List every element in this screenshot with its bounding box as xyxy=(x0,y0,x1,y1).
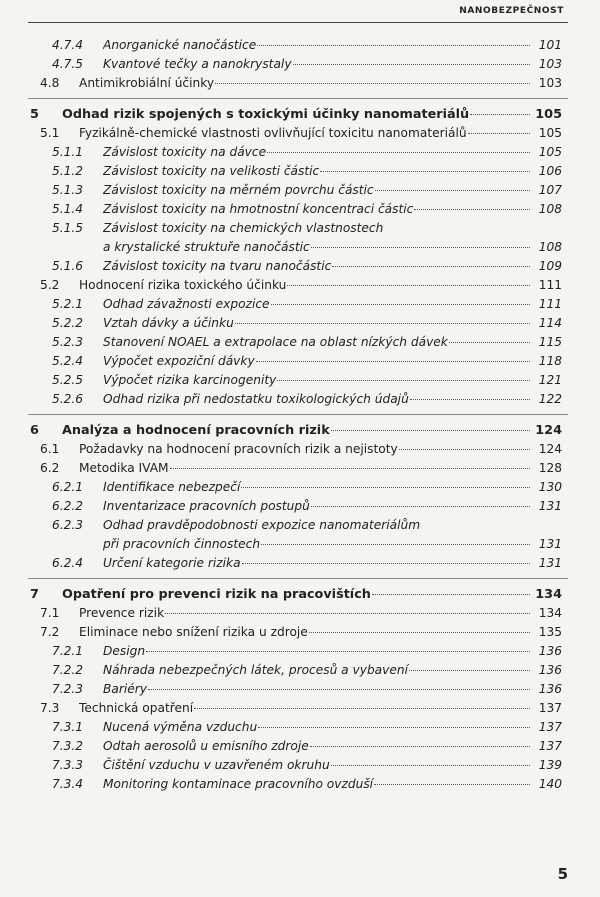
toc-entry[interactable] xyxy=(0,276,600,295)
toc-entry-title: Fyzikálně-chemické vlastnosti ovlivňující toxicitu nanomateriálů xyxy=(79,126,467,140)
leader-dots xyxy=(271,303,530,305)
toc-entry-page: 131 xyxy=(538,499,562,513)
toc-entry-title: Závislost toxicity na hmotnostní koncentraci částic xyxy=(103,202,414,216)
toc-entry-number: 6.1 xyxy=(40,442,60,456)
toc-entry-title: při pracovních činnostech xyxy=(103,537,261,551)
toc-entry-page: 118 xyxy=(538,354,562,368)
toc-entry-page: 103 xyxy=(538,57,562,71)
toc-entry-number: 6.2.2 xyxy=(52,499,84,513)
toc-entry-page: 134 xyxy=(535,587,562,602)
toc-entry-title: Závislost toxicity na dávce xyxy=(103,145,267,159)
leader-dots xyxy=(257,44,530,46)
toc-entry[interactable] xyxy=(0,421,600,440)
page-number: 5 xyxy=(557,865,568,883)
leader-dots xyxy=(311,505,530,507)
toc-entry-page: 131 xyxy=(538,537,562,551)
toc-entry-number: 4.7.4 xyxy=(52,38,84,52)
toc-entry-number: 7.2.2 xyxy=(52,663,84,677)
toc-entry-title: a krystalické struktuře nanočástic xyxy=(103,240,310,254)
toc-entry[interactable] xyxy=(0,36,600,55)
toc-entry-page: 108 xyxy=(538,202,562,216)
toc-entry-page: 136 xyxy=(538,663,562,677)
toc-entry-title: Stanovení NOAEL a extrapolace na oblast nízkých dávek xyxy=(103,335,448,349)
toc-entry-number: 5.2.3 xyxy=(52,335,84,349)
leader-dots xyxy=(410,398,530,400)
toc-entry-title: Hodnocení rizika toxického účinku xyxy=(79,278,287,292)
toc-entry-number: 4.8 xyxy=(40,76,60,90)
toc-entry[interactable] xyxy=(0,718,600,737)
toc-entry[interactable] xyxy=(0,74,600,93)
toc-entry-title: Určení kategorie rizika xyxy=(103,556,241,570)
toc-entry-continuation[interactable] xyxy=(0,238,600,257)
toc-entry[interactable] xyxy=(0,440,600,459)
leader-dots xyxy=(293,63,530,65)
leader-dots xyxy=(449,341,530,343)
toc-entry[interactable] xyxy=(0,219,600,238)
toc-entry-page: 134 xyxy=(538,606,562,620)
toc-entry[interactable] xyxy=(0,352,600,371)
toc-entry-title: Požadavky na hodnocení pracovních rizik a nejistoty xyxy=(79,442,398,456)
toc-entry-title: Analýza a hodnocení pracovních rizik xyxy=(62,423,330,438)
toc-entry-page: 105 xyxy=(538,126,562,140)
toc-entry-page: 103 xyxy=(538,76,562,90)
toc-entry-page: 124 xyxy=(535,423,562,438)
toc-entry-title: Inventarizace pracovních postupů xyxy=(103,499,310,513)
toc-entry-number: 5.1.2 xyxy=(52,164,84,178)
toc-entry[interactable] xyxy=(0,333,600,352)
running-header xyxy=(0,0,600,24)
toc-entry-page: 108 xyxy=(538,240,562,254)
toc-entry-number: 7.3.2 xyxy=(52,739,84,753)
toc-entry-number: 5.2.5 xyxy=(52,373,84,387)
leader-dots xyxy=(468,132,530,134)
toc-entry-page: 115 xyxy=(538,335,562,349)
toc-entry[interactable] xyxy=(0,55,600,74)
toc-entry[interactable] xyxy=(0,124,600,143)
toc-entry-page: 128 xyxy=(538,461,562,475)
section-divider xyxy=(0,573,600,585)
toc-entry-number: 6.2.1 xyxy=(52,480,84,494)
toc-entry-number: 5.1 xyxy=(40,126,60,140)
toc-entry-title: Odhad rizik spojených s toxickými účinky nanomateriálů xyxy=(62,107,470,122)
toc-entry-title: Výpočet rizika karcinogenity xyxy=(103,373,277,387)
toc-entry-number: 5.1.6 xyxy=(52,259,84,273)
toc-entry-page: 136 xyxy=(538,644,562,658)
leader-dots xyxy=(399,448,530,450)
toc-entry-number: 5 xyxy=(30,107,39,122)
toc-entry-title: Čištění vzduchu v uzavřeném okruhu xyxy=(103,758,330,772)
toc-entry-page: 111 xyxy=(538,278,562,292)
toc-entry-page: 136 xyxy=(538,682,562,696)
toc-entry-title: Eliminace nebo snížení rizika u zdroje xyxy=(79,625,308,639)
toc-entry-number: 6.2 xyxy=(40,461,60,475)
toc-entry-page: 137 xyxy=(538,739,562,753)
toc-entry[interactable] xyxy=(0,604,600,623)
toc-entry-number: 7.3.4 xyxy=(52,777,84,791)
toc-entry-page: 105 xyxy=(535,107,562,122)
running-title: NANOBEZPEČNOST xyxy=(459,6,564,16)
toc-entry-page: 139 xyxy=(538,758,562,772)
table-of-contents xyxy=(0,36,600,794)
leader-dots xyxy=(241,486,530,488)
leader-dots xyxy=(235,322,530,324)
leader-dots xyxy=(258,726,530,728)
toc-entry-title: Identifikace nebezpečí xyxy=(103,480,241,494)
toc-entry[interactable] xyxy=(0,554,600,573)
leader-dots xyxy=(310,745,530,747)
toc-entry-number: 5.2.2 xyxy=(52,316,84,330)
toc-entry-title: Odhad pravděpodobnosti expozice nanomateriálům xyxy=(103,518,421,532)
toc-entry-title: Prevence rizik xyxy=(79,606,165,620)
toc-entry-title: Závislost toxicity na měrném povrchu částic xyxy=(103,183,374,197)
toc-entry[interactable] xyxy=(0,459,600,478)
toc-entry-number: 7.3.1 xyxy=(52,720,84,734)
toc-entry[interactable] xyxy=(0,200,600,219)
toc-entry-title: Metodika IVAM xyxy=(79,461,169,475)
toc-entry-title: Kvantové tečky a nanokrystaly xyxy=(103,57,292,71)
toc-entry[interactable] xyxy=(0,162,600,181)
toc-entry-page: 121 xyxy=(538,373,562,387)
toc-entry-page: 111 xyxy=(538,297,562,311)
toc-entry[interactable] xyxy=(0,775,600,794)
toc-entry-page: 140 xyxy=(538,777,562,791)
toc-entry[interactable] xyxy=(0,516,600,535)
toc-entry[interactable] xyxy=(0,623,600,642)
toc-entry-page: 106 xyxy=(538,164,562,178)
toc-entry-page: 137 xyxy=(538,720,562,734)
toc-entry-title: Odtah aerosolů u emisního zdroje xyxy=(103,739,309,753)
toc-entry-title: Opatření pro prevenci rizik na pracovištích xyxy=(62,587,371,602)
toc-entry-number: 7.3 xyxy=(40,701,60,715)
toc-entry-page: 124 xyxy=(538,442,562,456)
toc-entry-title: Odhad závažnosti expozice xyxy=(103,297,270,311)
toc-entry[interactable] xyxy=(0,642,600,661)
toc-entry-number: 7.2 xyxy=(40,625,60,639)
toc-entry[interactable] xyxy=(0,181,600,200)
leader-dots xyxy=(311,246,530,248)
toc-entry[interactable] xyxy=(0,497,600,516)
toc-entry-continuation[interactable] xyxy=(0,535,600,554)
toc-entry-number: 7.2.3 xyxy=(52,682,84,696)
toc-entry-title: Závislost toxicity na velikosti částic xyxy=(103,164,320,178)
leader-dots xyxy=(287,284,530,286)
toc-entry-page: 107 xyxy=(538,183,562,197)
toc-entry-title: Technická opatření xyxy=(79,701,194,715)
leader-dots xyxy=(372,593,530,595)
toc-entry[interactable] xyxy=(0,585,600,604)
toc-entry[interactable] xyxy=(0,699,600,718)
toc-entry-title: Monitoring kontaminace pracovního ovzduší xyxy=(103,777,374,791)
toc-entry-title: Závislost toxicity na chemických vlastnostech xyxy=(103,221,384,235)
toc-entry-title: Vztah dávky a účinku xyxy=(103,316,234,330)
toc-entry-number: 5.2.1 xyxy=(52,297,84,311)
toc-entry-number: 6.2.4 xyxy=(52,556,84,570)
toc-entry-page: 105 xyxy=(538,145,562,159)
toc-entry[interactable] xyxy=(0,756,600,775)
toc-entry-title: Náhrada nebezpečných látek, procesů a vybavení xyxy=(103,663,408,677)
section-divider xyxy=(0,93,600,105)
toc-entry-number: 4.7.5 xyxy=(52,57,84,71)
leader-dots xyxy=(331,764,530,766)
leader-dots xyxy=(470,113,530,115)
toc-entry[interactable] xyxy=(0,478,600,497)
toc-entry-page: 135 xyxy=(538,625,562,639)
leader-dots xyxy=(309,631,530,633)
toc-entry[interactable] xyxy=(0,371,600,390)
leader-dots xyxy=(256,360,530,362)
leader-dots xyxy=(215,82,530,84)
toc-entry-number: 5.2.6 xyxy=(52,392,84,406)
toc-entry[interactable] xyxy=(0,143,600,162)
leader-dots xyxy=(148,688,530,690)
leader-dots xyxy=(170,467,530,469)
section-divider xyxy=(0,409,600,421)
toc-entry-title: Bariéry xyxy=(103,682,147,696)
leader-dots xyxy=(242,562,530,564)
toc-entry-number: 7.3.3 xyxy=(52,758,84,772)
leader-dots xyxy=(375,189,530,191)
leader-dots xyxy=(409,669,530,671)
toc-entry-title: Odhad rizika při nedostatku toxikologických údajů xyxy=(103,392,409,406)
leader-dots xyxy=(267,151,530,153)
toc-entry-page: 101 xyxy=(538,38,562,52)
leader-dots xyxy=(277,379,530,381)
toc-entry-title: Antimikrobiální účinky xyxy=(79,76,215,90)
toc-entry[interactable] xyxy=(0,680,600,699)
toc-entry-page: 122 xyxy=(538,392,562,406)
leader-dots xyxy=(146,650,530,652)
toc-entry-page: 131 xyxy=(538,556,562,570)
leader-dots xyxy=(331,429,530,431)
toc-entry[interactable] xyxy=(0,661,600,680)
header-rule xyxy=(28,22,568,23)
toc-entry-page: 137 xyxy=(538,701,562,715)
toc-entry-number: 5.1.4 xyxy=(52,202,84,216)
leader-dots xyxy=(261,543,530,545)
toc-entry-number: 5.1.5 xyxy=(52,221,84,235)
toc-entry-number: 7.2.1 xyxy=(52,644,84,658)
toc-entry-number: 5.1.3 xyxy=(52,183,84,197)
toc-entry-number: 5.2.4 xyxy=(52,354,84,368)
toc-entry[interactable] xyxy=(0,390,600,409)
toc-entry-number: 7 xyxy=(30,587,39,602)
toc-entry-title: Design xyxy=(103,644,146,658)
toc-entry-title: Závislost toxicity na tvaru nanočástic xyxy=(103,259,332,273)
leader-dots xyxy=(165,612,530,614)
toc-entry-page: 130 xyxy=(538,480,562,494)
toc-entry-number: 5.1.1 xyxy=(52,145,84,159)
leader-dots xyxy=(374,783,530,785)
leader-dots xyxy=(194,707,530,709)
toc-entry-number: 6.2.3 xyxy=(52,518,84,532)
toc-entry-title: Anorganické nanočástice xyxy=(103,38,257,52)
toc-entry-page: 114 xyxy=(538,316,562,330)
toc-entry[interactable] xyxy=(0,314,600,333)
toc-entry-page: 109 xyxy=(538,259,562,273)
toc-entry-number: 6 xyxy=(30,423,39,438)
toc-entry[interactable] xyxy=(0,257,600,276)
toc-entry-number: 7.1 xyxy=(40,606,60,620)
toc-entry-title: Výpočet expoziční dávky xyxy=(103,354,255,368)
leader-dots xyxy=(320,170,530,172)
toc-entry[interactable] xyxy=(0,737,600,756)
leader-dots xyxy=(414,208,530,210)
toc-entry[interactable] xyxy=(0,295,600,314)
toc-entry-number: 5.2 xyxy=(40,278,60,292)
toc-entry-title: Nucená výměna vzduchu xyxy=(103,720,258,734)
toc-entry[interactable] xyxy=(0,105,600,124)
leader-dots xyxy=(332,265,530,267)
